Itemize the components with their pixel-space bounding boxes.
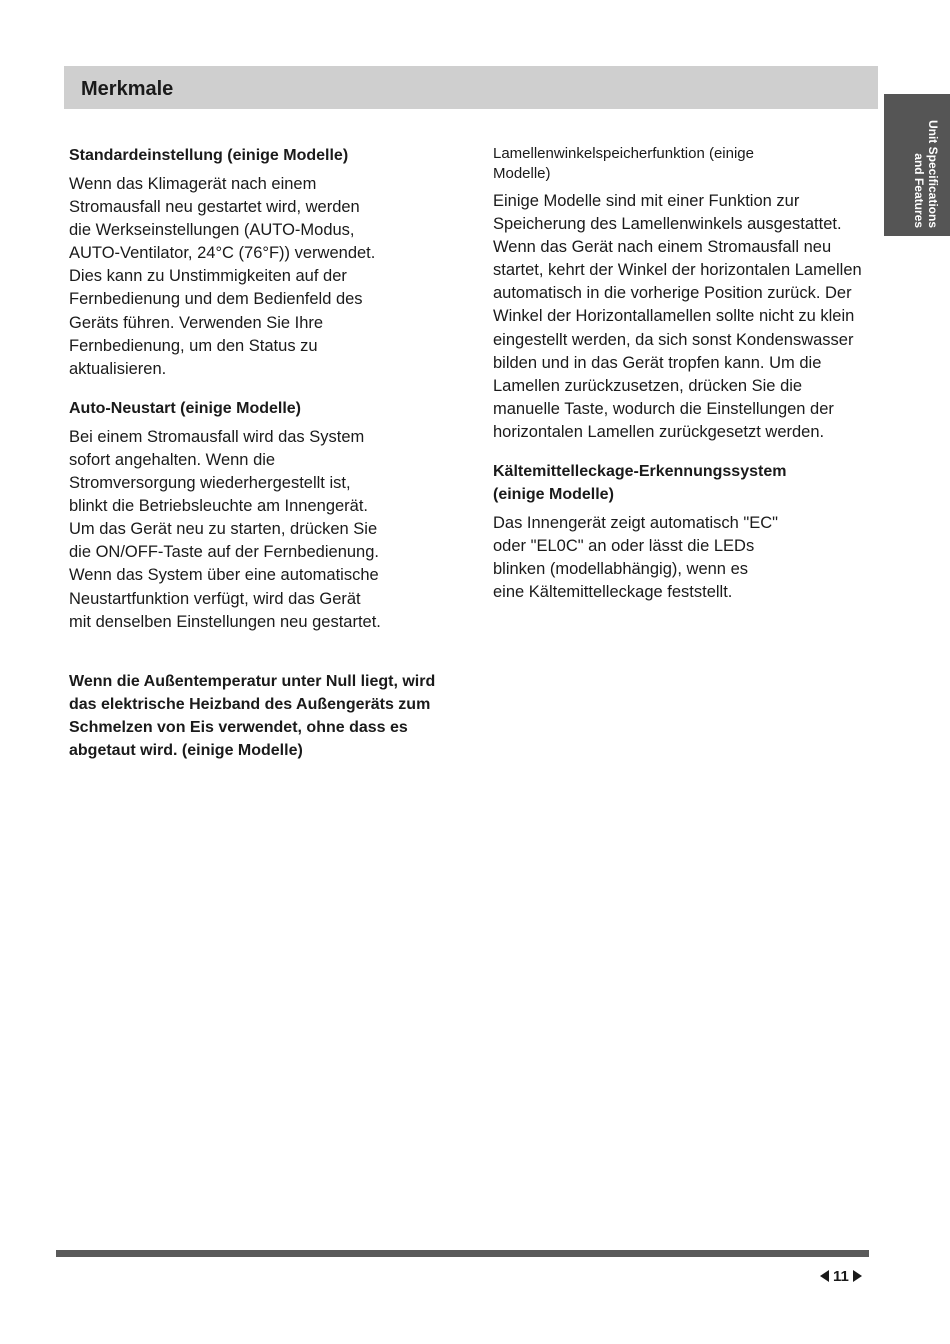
section-heading-heizband: Wenn die Außentemperatur unter Null liegt, wird das elektrische Heizband des Außengeräts zum Schmelzen von Eis verwendet, ohne dass es abgetaut wird. (einige Modelle) (69, 672, 436, 759)
section-heading-kaeltemittelleckage: Kältemittelleckage-Erkennungssystem (einige Modelle) (493, 463, 787, 504)
right-column (493, 144, 903, 604)
section-body-auto-neustart: Bei einem Stromausfall wird das System sofort angehalten. Wenn die Stromversorgung wiederhergestellt ist, blinkt die Betriebsleuchte am Innengerät. Um das Gerät neu zu starten, drücken Sie die ON/OFF-Taste auf der Fernbedienung. Wenn das System über eine automatische Neustartfunktion verfügt, wird das Gerät mit denselben Einstellungen neu gestartet. (69, 427, 381, 631)
page-number: 11 (833, 1267, 849, 1285)
section-heading-standardeinstellung: Standardeinstellung (einige Modelle) (69, 147, 349, 164)
next-page-icon[interactable] (853, 1270, 862, 1282)
section-body-lamellenwinkel: Einige Modelle sind mit einer Funktion zur Speicherung des Lamellenwinkels ausgestattet. Wenn das Gerät nach einem Stromausfall neu startet, kehrt der Winkel der horizontalen Lamellen automatisch in die vorherige Position zurück. Der Winkel der Horizontallamellen sollte nicht zu klein eingestellt werden, da sich sonst Kondenswasser bilden und in das Gerät tropfen kann. Um die Lamellen zurückzusetzen, drücken Sie die manuelle Taste, wodurch die Einstellungen der horizontalen Lamellen zurückgesetzt werden. (493, 192, 862, 441)
chapter-side-tab-label: Unit Specifications and Features (912, 119, 940, 228)
section-heading-lamellenwinkel: Lamellenwinkelspeicherfunktion (einige Modelle) (493, 145, 754, 182)
page-navigation (820, 1266, 862, 1286)
left-column (69, 144, 469, 762)
section-body-kaeltemittelleckage: Das Innengerät zeigt automatisch "EC" oder "EL0C" an oder lässt die LEDs blinken (modellabhängig), wenn es eine Kältemittelleckage feststellt. (493, 514, 779, 602)
page-title: Merkmale (81, 78, 174, 100)
section-heading-auto-neustart: Auto-Neustart (einige Modelle) (69, 399, 302, 417)
footer-rule (56, 1250, 869, 1257)
previous-page-icon[interactable] (820, 1270, 829, 1282)
section-header-bar (64, 66, 878, 109)
section-body-standardeinstellung: Wenn das Klimagerät nach einem Stromausfall neu gestartet wird, werden die Werkseinstellungen (AUTO-Modus, AUTO-Ventilator, 24°C (76°F)) verwendet. Dies kann zu Unstimmigkeiten auf der Fernbedienung und dem Bedienfeld des Geräts führen. Verwenden Sie Ihre Fernbedienung, um den Status zu aktualisieren. (69, 175, 376, 378)
